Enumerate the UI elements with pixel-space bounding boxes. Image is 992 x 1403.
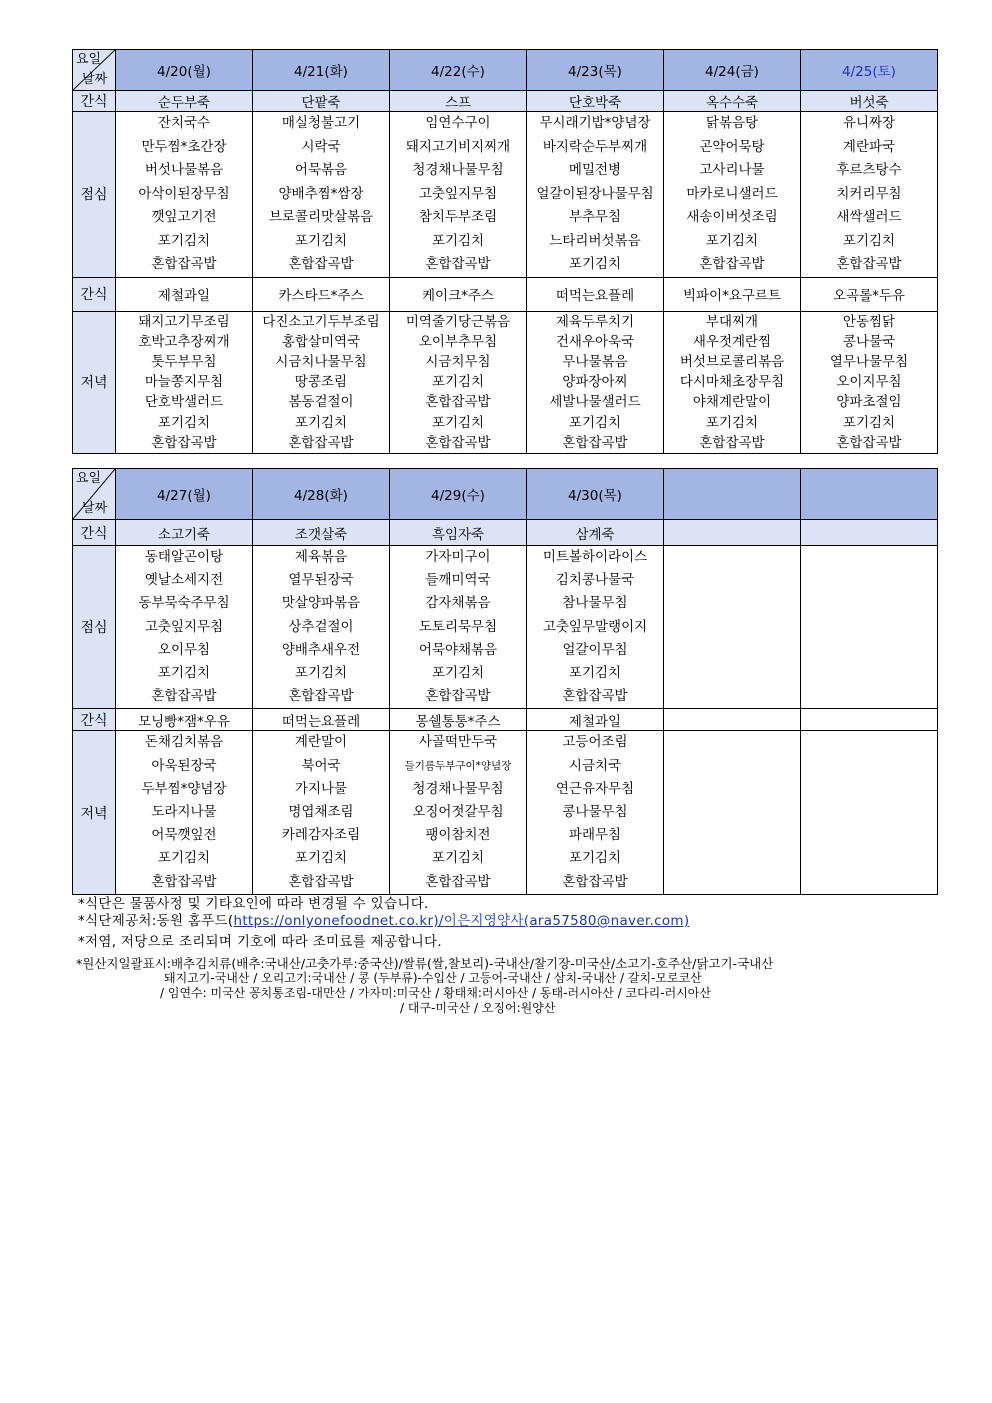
lunch-cell bbox=[253, 112, 390, 278]
menu-item: 양배추찜*쌈장 bbox=[278, 185, 364, 202]
note-low-salt: *저염, 저당으로 조리되며 기호에 따라 조미료를 제공합니다. bbox=[78, 934, 442, 950]
snack-cell: 몽쉘통통*주스 bbox=[390, 709, 527, 731]
menu-item: 어묵야채볶음 bbox=[418, 641, 498, 658]
snack-cell: 빅파이*요구르트 bbox=[664, 277, 801, 311]
date-header: 4/22(수) bbox=[390, 50, 527, 91]
corner-cell bbox=[73, 469, 116, 520]
menu-item: 오이무침 bbox=[157, 641, 211, 658]
menu-item: 카레감자조림 bbox=[281, 827, 361, 844]
snack-cell: 소고기죽 bbox=[116, 520, 253, 546]
lunch-cell bbox=[664, 546, 801, 709]
row-label-snack: 간식 bbox=[73, 277, 116, 311]
corner-bottom-label: 날짜 bbox=[82, 72, 108, 87]
menu-item: 버섯브로콜리볶음 bbox=[679, 353, 785, 370]
menu-item: 포기김치 bbox=[568, 665, 622, 682]
header-row bbox=[73, 50, 938, 91]
menu-item: 세발나물샐러드 bbox=[549, 394, 641, 411]
menu-item: 매실청불고기 bbox=[281, 115, 361, 131]
menu-item: 단호박샐러드 bbox=[144, 394, 224, 411]
corner-cell bbox=[73, 50, 116, 91]
origin-line: *원산지일괄표시:배추김치류(배추:국내산/고춧가루:중국산)/쌀류(쌀,찰보리)-국내산/찰기장-미국산/소고기-호주산/닭고기-국내산 bbox=[76, 956, 774, 971]
dinner-cell bbox=[527, 731, 664, 894]
menu-item: 열무나물무침 bbox=[829, 353, 909, 370]
menu-item: 포기김치 bbox=[705, 232, 759, 249]
menu-item: 돼지고기비지찌개 bbox=[405, 138, 511, 155]
menu-item: 닭볶음탕 bbox=[705, 115, 759, 131]
menu-item: 시금치무침 bbox=[425, 353, 491, 370]
dinner-cell bbox=[801, 311, 938, 453]
menu-item: 땅콩조림 bbox=[294, 374, 348, 391]
menu-item: 혼합잡곡밥 bbox=[425, 434, 491, 451]
menu-item: 임연수구이 bbox=[425, 115, 491, 131]
menu-item: 만두찜*초간장 bbox=[141, 138, 227, 155]
menu-item: 포기김치 bbox=[705, 414, 759, 431]
snack-cell: 삼계죽 bbox=[527, 520, 664, 546]
menu-item: 포기김치 bbox=[431, 414, 485, 431]
dinner-row bbox=[73, 731, 938, 894]
menu-item: 제육볶음 bbox=[294, 549, 348, 565]
snack-cell: 떠먹는요플레 bbox=[527, 277, 664, 311]
menu-item: 돈채김치볶음 bbox=[144, 734, 224, 751]
snack-cell: 순두부죽 bbox=[116, 91, 253, 112]
snack-cell: 조갯살죽 bbox=[253, 520, 390, 546]
menu-item: 혼합잡곡밥 bbox=[836, 434, 902, 451]
menu-item: 포기김치 bbox=[431, 665, 485, 682]
menu-item: 시금치국 bbox=[568, 757, 622, 774]
dinner-cell bbox=[390, 311, 527, 453]
menu-item: 곤약어묵탕 bbox=[699, 138, 765, 155]
dinner-cell bbox=[801, 731, 938, 894]
menu-item: 깻잎고기전 bbox=[151, 209, 217, 225]
dinner-cell bbox=[664, 311, 801, 453]
snack-cell bbox=[801, 520, 938, 546]
menu-item: 파래무침 bbox=[568, 827, 622, 844]
menu-item: 동부묵숙주무침 bbox=[138, 595, 230, 612]
menu-item: 오이지무침 bbox=[836, 374, 902, 391]
menu-item: 고춧잎지무침 bbox=[144, 618, 224, 635]
lunch-cell bbox=[801, 112, 938, 278]
menu-item: 참치두부조림 bbox=[418, 209, 498, 225]
lunch-cell bbox=[801, 546, 938, 709]
menu-item: 고등어조림 bbox=[562, 734, 628, 751]
dinner-cell bbox=[253, 731, 390, 894]
header-row bbox=[73, 469, 938, 520]
menu-item: 부추무침 bbox=[568, 209, 622, 225]
menu-item: 시금치나물무침 bbox=[275, 353, 367, 370]
menu-item: 다시마채초장무침 bbox=[679, 374, 785, 391]
menu-item: 상추겉절이 bbox=[288, 618, 354, 635]
menu-item: 톳두부무침 bbox=[151, 353, 217, 370]
snack-cell: 흑임자죽 bbox=[390, 520, 527, 546]
menu-item: 혼합잡곡밥 bbox=[836, 256, 902, 272]
menu-item: 제육두루치기 bbox=[555, 313, 635, 330]
origin-line: / 임연수: 미국산 꽁치통조림-대만산 / 가자미:미국산 / 황태채:러시아산 / 동태-러시아산 / 코다리-러시아산 bbox=[160, 986, 711, 1000]
menu-item: 북어국 bbox=[301, 757, 341, 774]
menu-item: 포기김치 bbox=[294, 414, 348, 431]
dinner-cell bbox=[116, 731, 253, 894]
menu-item: 혼합잡곡밥 bbox=[151, 256, 217, 272]
menu-item: 혼합잡곡밥 bbox=[562, 873, 628, 890]
menu-item: 혼합잡곡밥 bbox=[151, 688, 217, 705]
menu-item: 고춧잎무말랭이지 bbox=[542, 618, 648, 635]
menu-item: 혼합잡곡밥 bbox=[425, 394, 491, 411]
provider-link[interactable]: https://onlyonefoodnet.co.kr)/이은지영양사(ara57580@naver.com) bbox=[233, 913, 690, 929]
snack-cell: 단팥죽 bbox=[253, 91, 390, 112]
footer-notes bbox=[78, 896, 689, 951]
menu-item: 혼합잡곡밥 bbox=[151, 434, 217, 451]
menu-item: 포기김치 bbox=[568, 414, 622, 431]
menu-item: 도라지나물 bbox=[151, 804, 217, 821]
afternoon-snack-row bbox=[73, 277, 938, 311]
menu-item: 청경채나물무침 bbox=[412, 780, 504, 797]
origin-labeling bbox=[76, 956, 946, 1016]
menu-item: 미트볼하이라이스 bbox=[542, 549, 648, 565]
menu-item: 혼합잡곡밥 bbox=[562, 434, 628, 451]
menu-item: 혼합잡곡밥 bbox=[288, 873, 354, 890]
menu-item: 팽이참치전 bbox=[425, 827, 491, 844]
menu-item: 어묵볶음 bbox=[294, 162, 348, 178]
dinner-cell bbox=[390, 731, 527, 894]
menu-item: 무나물볶음 bbox=[562, 353, 628, 370]
afternoon-snack-row bbox=[73, 709, 938, 731]
menu-item: 돼지고기무조림 bbox=[138, 313, 230, 330]
snack-cell: 제철과일 bbox=[527, 709, 664, 731]
origin-line: 돼지고기-국내산 / 오리고기:국내산 / 콩 (두부류)-수입산 / 고등어-국내산 / 삼치-국내산 / 갈치-모로코산 bbox=[164, 971, 702, 985]
corner-top-label: 요일 bbox=[76, 471, 102, 486]
menu-item: 옛날소세지전 bbox=[144, 572, 224, 589]
menu-item: 연근유자무침 bbox=[555, 780, 635, 797]
menu-item: 청경채나물무침 bbox=[412, 162, 504, 178]
snack-cell: 버섯죽 bbox=[801, 91, 938, 112]
row-label-snack: 간식 bbox=[73, 709, 116, 731]
snack-cell: 오곡롤*두유 bbox=[801, 277, 938, 311]
menu-item: 참나물무침 bbox=[562, 595, 628, 612]
menu-item: 새싹샐러드 bbox=[836, 209, 902, 225]
menu-item: 계란말이 bbox=[294, 734, 348, 751]
menu-item: 열무된장국 bbox=[288, 572, 354, 589]
menu-item: 호박고추장찌개 bbox=[138, 333, 230, 350]
menu-item: 포기김치 bbox=[157, 232, 211, 249]
menu-item: 치커리무침 bbox=[836, 185, 902, 202]
row-label-snack: 간식 bbox=[73, 520, 116, 546]
menu-item: 가자미구이 bbox=[425, 549, 491, 565]
menu-item: 어묵깻잎전 bbox=[151, 827, 217, 844]
menu-item: 미역줄기당근볶음 bbox=[405, 313, 511, 330]
menu-item: 포기김치 bbox=[294, 232, 348, 249]
menu-item: 메밀전병 bbox=[568, 162, 622, 178]
provider-prefix: *식단제공처:동원 홈푸드( bbox=[78, 913, 234, 929]
menu-item: 혼합잡곡밥 bbox=[425, 873, 491, 890]
dinner-cell bbox=[664, 731, 801, 894]
menu-item: 시락국 bbox=[301, 138, 341, 155]
corner-bottom-label: 날짜 bbox=[82, 501, 108, 516]
menu-item: 가지나물 bbox=[294, 780, 348, 797]
date-header: 4/28(화) bbox=[253, 469, 390, 520]
morning-snack-row bbox=[73, 91, 938, 112]
menu-item: 포기김치 bbox=[294, 665, 348, 682]
lunch-cell bbox=[116, 546, 253, 709]
menu-item: 아욱된장국 bbox=[151, 757, 217, 774]
date-header: 4/20(월) bbox=[116, 50, 253, 91]
row-label-lunch: 점심 bbox=[73, 112, 116, 278]
note-provider bbox=[78, 913, 689, 930]
menu-item: 마카로니샐러드 bbox=[686, 185, 778, 202]
menu-item: 두부찜*양념장 bbox=[141, 780, 227, 797]
menu-item: 안동찜닭 bbox=[842, 313, 896, 330]
menu-item: 혼합잡곡밥 bbox=[699, 256, 765, 272]
menu-item: 후르츠탕수 bbox=[836, 162, 902, 178]
menu-item: 도토리묵무침 bbox=[418, 618, 498, 635]
menu-item: 버섯나물볶음 bbox=[144, 162, 224, 178]
menu-item: 포기김치 bbox=[157, 414, 211, 431]
menu-item: 포기김치 bbox=[431, 850, 485, 867]
menu-item: 혼합잡곡밥 bbox=[151, 873, 217, 890]
dinner-cell bbox=[527, 311, 664, 453]
menu-item: 느타리버섯볶음 bbox=[549, 232, 641, 249]
date-header: 4/30(목) bbox=[527, 469, 664, 520]
snack-cell: 제철과일 bbox=[116, 277, 253, 311]
snack-cell: 카스타드*주스 bbox=[253, 277, 390, 311]
menu-item: 들깨미역국 bbox=[425, 572, 491, 589]
row-label-dinner: 저녁 bbox=[73, 311, 116, 453]
snack-cell: 케이크*주스 bbox=[390, 277, 527, 311]
menu-item: 새우젓계란찜 bbox=[692, 333, 772, 350]
lunch-cell bbox=[527, 112, 664, 278]
row-label-snack: 간식 bbox=[73, 91, 116, 112]
menu-item: 혼합잡곡밥 bbox=[288, 688, 354, 705]
note-menu-change: *식단은 물품사정 및 기타요인에 따라 변경될 수 있습니다. bbox=[78, 896, 429, 912]
menu-item: 사골떡만두국 bbox=[418, 734, 498, 751]
week1-menu-table bbox=[72, 49, 938, 454]
menu-item: 감자채볶음 bbox=[425, 595, 491, 612]
menu-item: 포기김치 bbox=[431, 232, 485, 249]
menu-item: 얼갈이된장나물무침 bbox=[536, 185, 654, 202]
date-header: 4/23(목) bbox=[527, 50, 664, 91]
menu-item: 김치콩나물국 bbox=[555, 572, 635, 589]
menu-item: 유니짜장 bbox=[842, 115, 896, 131]
menu-item: 오징어젓갈무침 bbox=[412, 804, 504, 821]
menu-item: 봄동겉절이 bbox=[288, 394, 354, 411]
menu-item: 콩나물무침 bbox=[562, 804, 628, 821]
menu-item: 고사리나물 bbox=[699, 162, 765, 178]
menu-item: 혼합잡곡밥 bbox=[288, 256, 354, 272]
menu-item: 맛살양파볶음 bbox=[281, 595, 361, 612]
menu-item: 무시래기밥*양념장 bbox=[539, 115, 651, 131]
menu-item: 포기김치 bbox=[568, 850, 622, 867]
menu-item: 혼합잡곡밥 bbox=[288, 434, 354, 451]
lunch-row bbox=[73, 546, 938, 709]
menu-item: 포기김치 bbox=[842, 232, 896, 249]
menu-item: 포기김치 bbox=[568, 256, 622, 272]
lunch-cell bbox=[390, 546, 527, 709]
snack-cell bbox=[664, 520, 801, 546]
lunch-row bbox=[73, 112, 938, 278]
lunch-cell bbox=[664, 112, 801, 278]
menu-item: 양파초절임 bbox=[836, 394, 902, 411]
lunch-cell bbox=[390, 112, 527, 278]
lunch-cell bbox=[116, 112, 253, 278]
date-header bbox=[664, 469, 801, 520]
menu-item: 브로콜리맛살볶음 bbox=[268, 209, 374, 225]
menu-item: 홍합살미역국 bbox=[281, 333, 361, 350]
menu-item: 아삭이된장무침 bbox=[138, 185, 230, 202]
menu-item: 혼합잡곡밥 bbox=[699, 434, 765, 451]
menu-item: 부대찌개 bbox=[705, 313, 759, 330]
snack-cell: 스프 bbox=[390, 91, 527, 112]
menu-item: 혼합잡곡밥 bbox=[425, 256, 491, 272]
date-header-saturday: 4/25(토) bbox=[801, 50, 938, 91]
row-label-lunch: 점심 bbox=[73, 546, 116, 709]
menu-item: 혼합잡곡밥 bbox=[425, 688, 491, 705]
snack-cell: 옥수수죽 bbox=[664, 91, 801, 112]
menu-item: 오이부추무침 bbox=[418, 333, 498, 350]
morning-snack-row bbox=[73, 520, 938, 546]
menu-item: 마늘쫑지무침 bbox=[144, 374, 224, 391]
date-header: 4/21(화) bbox=[253, 50, 390, 91]
menu-item: 들기름두부구이*양념장 bbox=[404, 759, 512, 772]
origin-line: / 대구-미국산 / 오징어:원양산 bbox=[400, 1001, 556, 1015]
menu-item: 포기김치 bbox=[157, 665, 211, 682]
date-header: 4/27(월) bbox=[116, 469, 253, 520]
row-label-dinner: 저녁 bbox=[73, 731, 116, 894]
menu-item: 혼합잡곡밥 bbox=[562, 688, 628, 705]
menu-item: 계란파국 bbox=[842, 138, 896, 155]
menu-item: 포기김치 bbox=[294, 850, 348, 867]
lunch-cell bbox=[527, 546, 664, 709]
week2-menu-table bbox=[72, 468, 938, 895]
menu-item: 바지락순두부찌개 bbox=[542, 138, 648, 155]
menu-item: 잔치국수 bbox=[157, 115, 211, 131]
corner-top-label: 요일 bbox=[76, 52, 102, 67]
menu-item: 다진소고기두부조림 bbox=[262, 313, 380, 330]
lunch-cell bbox=[253, 546, 390, 709]
snack-cell bbox=[801, 709, 938, 731]
menu-item: 양파장아찌 bbox=[562, 374, 628, 391]
menu-item: 포기김치 bbox=[842, 414, 896, 431]
snack-cell: 떠먹는요플레 bbox=[253, 709, 390, 731]
menu-item: 야채계란말이 bbox=[692, 394, 772, 411]
menu-item: 건새우아욱국 bbox=[555, 333, 635, 350]
snack-cell bbox=[664, 709, 801, 731]
date-header bbox=[801, 469, 938, 520]
snack-cell: 모닝빵*잼*우유 bbox=[116, 709, 253, 731]
date-header: 4/24(금) bbox=[664, 50, 801, 91]
menu-item: 콩나물국 bbox=[842, 333, 896, 350]
menu-item: 얼갈이무침 bbox=[562, 641, 628, 658]
dinner-cell bbox=[253, 311, 390, 453]
menu-item: 명엽채조림 bbox=[288, 804, 354, 821]
menu-item: 새송이버섯조림 bbox=[686, 209, 778, 225]
dinner-row bbox=[73, 311, 938, 453]
menu-item: 포기김치 bbox=[157, 850, 211, 867]
date-header: 4/29(수) bbox=[390, 469, 527, 520]
menu-item: 양배추새우전 bbox=[281, 641, 361, 658]
dinner-cell bbox=[116, 311, 253, 453]
menu-item: 동태알곤이탕 bbox=[144, 549, 224, 565]
menu-item: 포기김치 bbox=[431, 374, 485, 391]
menu-item: 고춧잎지무침 bbox=[418, 185, 498, 202]
snack-cell: 단호박죽 bbox=[527, 91, 664, 112]
